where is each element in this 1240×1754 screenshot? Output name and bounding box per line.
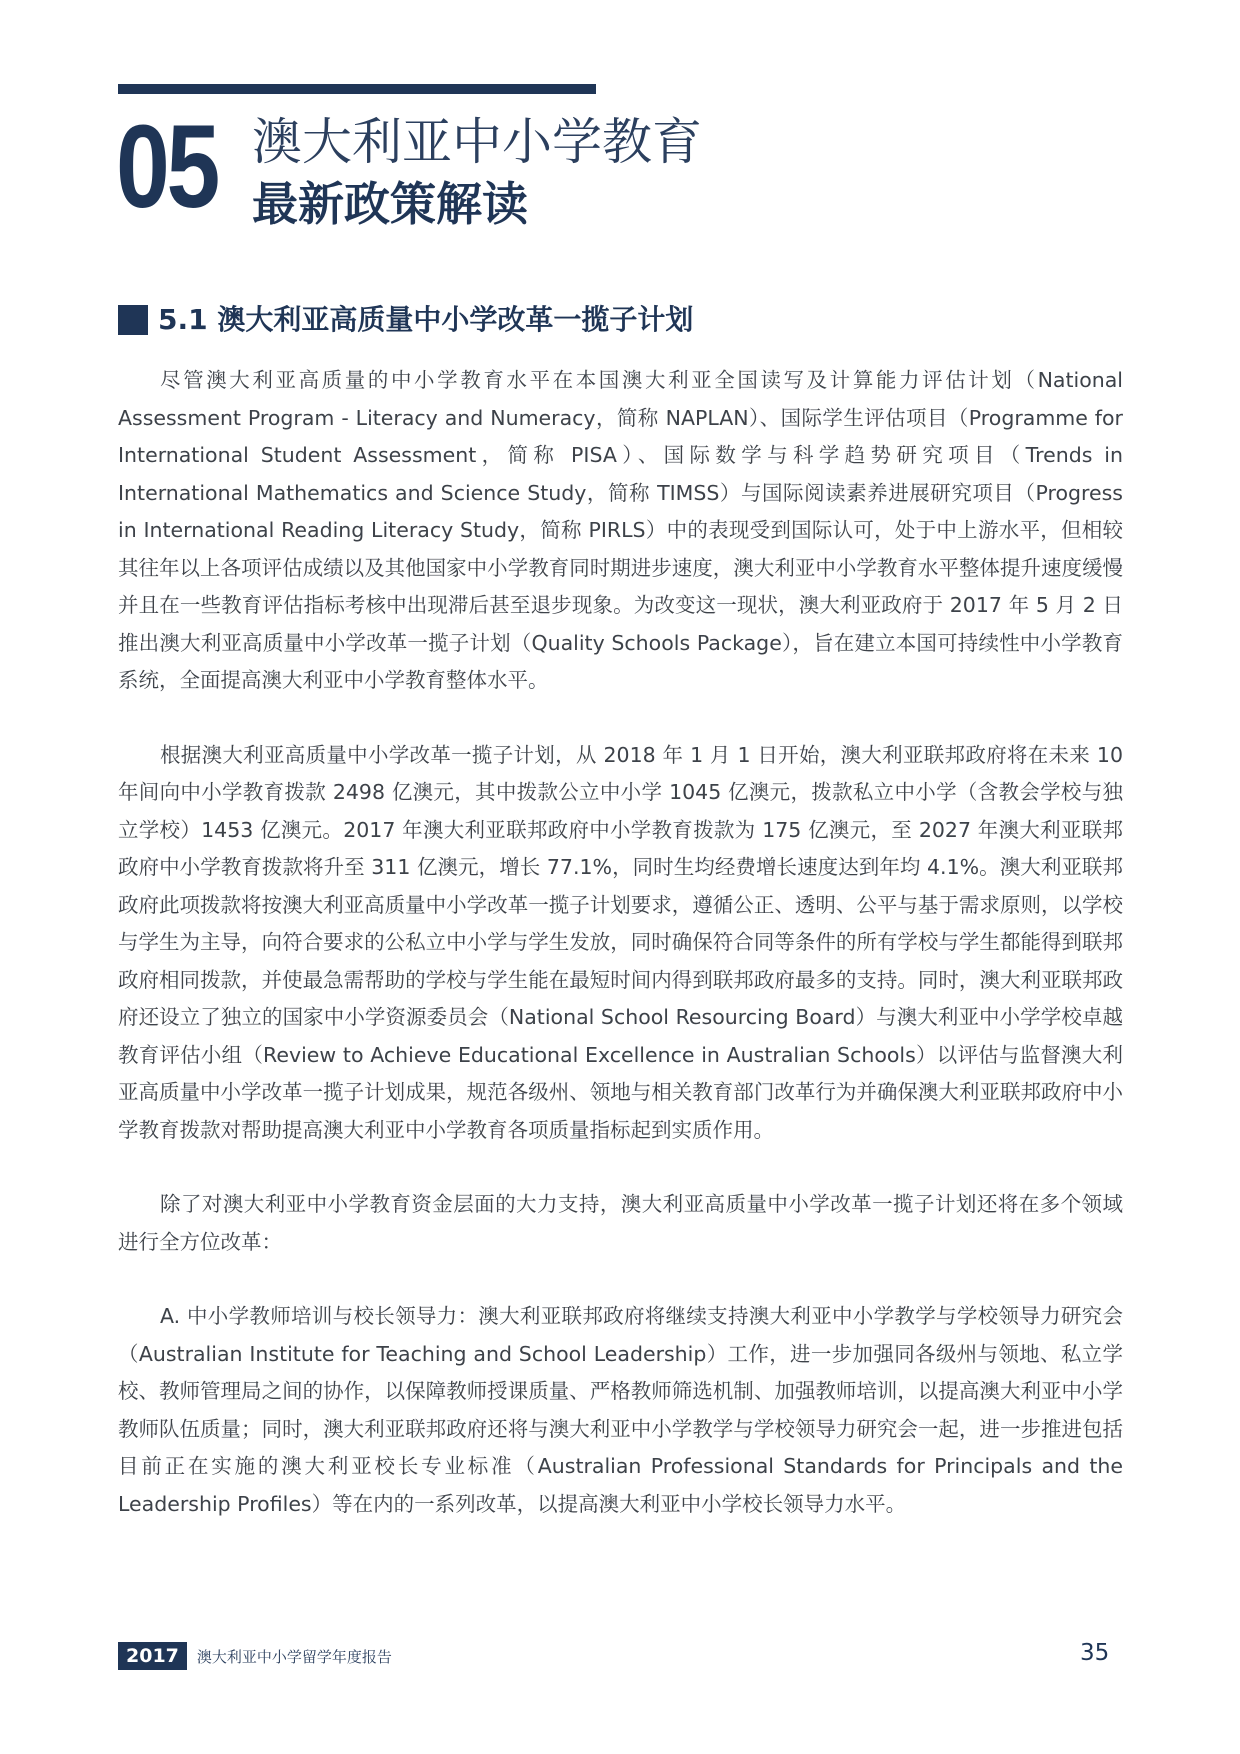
section-heading [118,300,693,340]
chapter-number: 05 [116,101,218,233]
paragraph-1: 尽管澳大利亚高质量的中小学教育水平在本国澳大利亚全国读写及计算能力评估计划（National Assessment Program - Literacy and Numeracy，简称 NAPLAN）、国际学生评估项目（Programme for International Student Assessment，简称 PISA）、国际数学与科学趋势研究项目（Trends in International Mathematics and Science Study，简称 TIMSS）与国际阅读素养进展研究项目（Progress in International Reading Literacy Study，简称 PIRLS）中的表现受到国际认可，处于中上游水平，但相较其往年以上各项评估成绩以及其他国家中小学教育同时期进步速度，澳大利亚中小学教育水平整体提升速度缓慢并且在一些教育评估指标考核中出现滞后甚至退步现象。为改变这一现状，澳大利亚政府于 2017 年 5 月 2 日推出澳大利亚高质量中小学改革一揽子计划（Quality Schools Package），旨在建立本国可持续性中小学教育系统，全面提高澳大利亚中小学教育整体水平。 [118,368,1123,692]
top-rule [118,84,596,94]
square-bullet-icon [118,305,148,335]
body-text [118,362,1123,1560]
footer-year-badge: 2017 [118,1642,187,1670]
chapter-title-line1: 澳大利亚中小学教育 [252,113,702,171]
page-number: 35 [1080,1640,1110,1666]
footer-report-title: 澳大利亚中小学留学年度报告 [196,1647,392,1666]
paragraph-4: A. 中小学教师培训与校长领导力：澳大利亚联邦政府将继续支持澳大利亚中小学教学与学校领导力研究会（Australian Institute for Teaching and School Leadership）工作，进一步加强同各级州与领地、私立学校、教师管理局之间的协作，以保障教师授课质量、严格教师筛选机制、加强教师培训，以提高澳大利亚中小学教师队伍质量；同时，澳大利亚联邦政府还将与澳大利亚中小学教学与学校领导力研究会一起，进一步推进包括目前正在实施的澳大利亚校长专业标准（Australian Professional Standards for Principals and the Leadership Profiles）等在内的一系列改革，以提高澳大利亚中小学校长领导力水平。 [118,1304,1123,1516]
paragraph-3: 除了对澳大利亚中小学教育资金层面的大力支持，澳大利亚高质量中小学改革一揽子计划还将在多个领域进行全方位改革： [118,1192,1123,1254]
chapter-title-line2: 最新政策解读 [252,177,528,231]
section-heading-text: 5.1 澳大利亚高质量中小学改革一揽子计划 [158,303,694,336]
paragraph-2: 根据澳大利亚高质量中小学改革一揽子计划，从 2018 年 1 月 1 日开始，澳大利亚联邦政府将在未来 10 年间向中小学教育拨款 2498 亿澳元，其中拨款公立中小学 1045 亿澳元，拨款私立中小学（含教会学校与独立学校）1453 亿澳元。2017 年澳大利亚联邦政府中小学教育拨款为 175 亿澳元，至 2027 年澳大利亚联邦政府中小学教育拨款将升至 311 亿澳元，增长 77.1%，同时生均经费增长速度达到年均 4.1%。澳大利亚联邦政府此项拨款将按澳大利亚高质量中小学改革一揽子计划要求，遵循公正、透明、公平与基于需求原则，以学校与学生为主导，向符合要求的公私立中小学与学生发放，同时确保符合同等条件的所有学校与学生都能得到联邦政府相同拨款，并使最急需帮助的学校与学生能在最短时间内得到联邦政府最多的支持。同时，澳大利亚联邦政府还设立了独立的国家中小学资源委员会（National School Resourcing Board）与澳大利亚中小学学校卓越教育评估小组（Review to Achieve Educational Excellence in Australian Schools）以评估与监督澳大利亚高质量中小学改革一揽子计划成果，规范各级州、领地与相关教育部门改革行为并确保澳大利亚联邦政府中小学教育拨款对帮助提高澳大利亚中小学教育各项质量指标起到实质作用。 [118,742,1123,1142]
footer [118,1642,392,1670]
